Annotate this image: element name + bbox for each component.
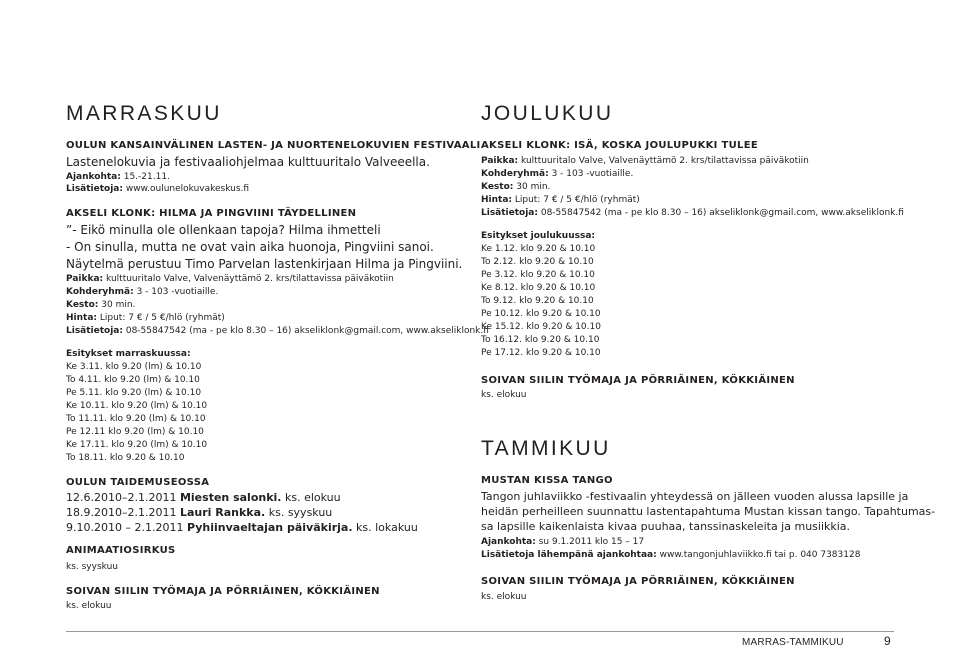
isa-duration-label: Kesto: [481,182,514,192]
museum-item-ref: ks. syyskuu [268,506,333,519]
show-list-item: To 18.11. klo 9.20 & 10.10 [66,453,185,463]
page-number: 9 [884,634,891,648]
mustan-date [481,537,644,547]
soivan-ref-2: ks. elokuu [481,592,527,602]
museum-item [66,506,332,519]
isa-price-value: Liput: 7 € / 5 €/hlö (ryhmät) [514,195,640,205]
animaatio-ref: ks. syyskuu [66,562,118,572]
hilma-price-value: Liput: 7 € / 5 €/hlö (ryhmät) [99,313,225,323]
isa-place-value: kulttuuritalo Valve, Valvenäyttämö 2. krs/tilattavissa päiväkotiin [521,156,809,166]
show-list-item: Ke 17.11. klo 9.20 (lm) & 10.10 [66,440,208,450]
soivan-heading: SOIVAN SIILIN TYÖMAJA JA PÖRRIÄINEN, KÖKKIÄINEN [481,375,795,386]
festival-info [66,184,249,194]
show-list-item: Ke 10.11. klo 9.20 (lm) & 10.10 [66,401,208,411]
museum-item-title: Miesten salonki. [179,491,282,504]
museum-item [66,521,418,534]
museum-item-ref: ks. lokakuu [356,521,418,534]
show-list-item: Pe 17.12. klo 9.20 & 10.10 [481,348,601,358]
footer-divider [66,631,894,632]
festival-desc: Lastenelokuvia ja festivaaliohjelmaa kulttuuritalo Valveeella. [66,155,430,169]
mustan-heading: MUSTAN KISSA TANGO [481,475,613,486]
mustan-info-value: www.tangonjuhlaviikko.fi tai p. 040 7383128 [659,550,861,560]
festival-date-label: Ajankohta: [66,172,121,182]
hilma-duration-value: 30 min. [101,300,136,310]
festival-date [66,172,170,182]
isa-heading: AKSELI KLONK: ISÄ, KOSKA JOULUPUKKI TULEE [481,140,758,151]
hilma-info-value: 08-55847542 (ma - pe klo 8.30 – 16) akseliklonk@gmail.com, www.akseliklonk.fi [125,326,489,336]
mustan-body-1: Tangon juhlaviikko -festivaalin yhteydessä on jälleen vuoden alussa lapsille ja [481,490,909,503]
hilma-info-label: Lisätietoja: [66,326,123,336]
museum-item-ref: ks. elokuu [284,491,341,504]
soivan-ref: ks. elokuu [66,601,112,611]
animaatio-heading: ANIMAATIOSIRKUS [66,545,176,556]
mustan-date-label: Ajankohta: [481,537,536,547]
show-list-item: Pe 5.11. klo 9.20 (lm) & 10.10 [66,388,202,398]
show-list-item: To 4.11. klo 9.20 (lm) & 10.10 [66,375,200,385]
hilma-price-label: Hinta: [66,313,97,323]
hilma-place [66,274,394,284]
mustan-body-3: sa lapsille kaikenlaista kivaa puuhaa, tanssinaskeleita ja musiikkia. [481,520,851,533]
hilma-info [66,326,489,336]
hilma-place-label: Paikka: [66,274,104,284]
isa-group [481,169,633,179]
hilma-price [66,313,225,323]
hilma-duration-label: Kesto: [66,300,99,310]
month-title-joulukuu: JOULUKUU [481,102,614,125]
show-list-item: Ke 1.12. klo 9.20 & 10.10 [481,244,596,254]
show-list-item: Pe 3.12. klo 9.20 & 10.10 [481,270,595,280]
month-title-marraskuu: MARRASKUU [66,102,222,125]
festival-date-value: 15.-21.11. [123,172,170,182]
hilma-group-value: 3 - 103 -vuotiaille. [136,287,219,297]
isa-place-label: Paikka: [481,156,519,166]
show-list-item: Ke 8.12. klo 9.20 & 10.10 [481,283,596,293]
isa-duration-value: 30 min. [516,182,551,192]
isa-group-value: 3 - 103 -vuotiaille. [551,169,634,179]
hilma-shows-heading: Esitykset marraskuussa: [66,349,191,359]
isa-shows-heading: Esitykset joulukuussa: [481,231,595,241]
museum-item-date: 18.9.2010–2.1.2011 [66,506,177,519]
hilma-quote-1: ”- Eikö minulla ole ollenkaan tapoja? Hilma ihmetteli [66,223,381,237]
isa-info-value: 08-55847542 (ma - pe klo 8.30 – 16) akseliklonk@gmail.com, www.akseliklonk.fi [540,208,904,218]
museum-heading: OULUN TAIDEMUSEOSSA [66,477,210,488]
isa-info-label: Lisätietoja: [481,208,538,218]
isa-price [481,195,640,205]
hilma-desc: Näytelmä perustuu Timo Parvelan lastenkirjaan Hilma ja Pingviini. [66,257,463,271]
hilma-group [66,287,218,297]
show-list-item: Ke 3.11. klo 9.20 (lm) & 10.10 [66,362,202,372]
festival-heading: OULUN KANSAINVÄLINEN LASTEN- JA NUORTENELOKUVIEN FESTIVAALI [66,140,481,151]
hilma-quote-2: - On sinulla, mutta ne ovat vain aika huonoja, Pingviini sanoi. [66,240,434,254]
mustan-body-2: heidän perheilleen suunnattu lastentapahtuma Mustan kissan tango. Tapahtumas- [481,505,936,518]
hilma-duration [66,300,135,310]
festival-info-link[interactable]: www.oulunelokuvakeskus.fi [125,184,250,194]
museum-item-date: 12.6.2010–2.1.2011 [66,491,177,504]
soivan-ref: ks. elokuu [481,390,527,400]
museum-item-title: Pyhiinvaeltajan päiväkirja. [186,521,353,534]
show-list-item: To 9.12. klo 9.20 & 10.10 [481,296,594,306]
show-list-item: To 16.12. klo 9.20 & 10.10 [481,335,600,345]
isa-duration [481,182,550,192]
mustan-info-label: Lisätietoja lähempänä ajankohtaa: [481,550,657,560]
show-list-item: To 11.11. klo 9.20 (lm) & 10.10 [66,414,206,424]
hilma-group-label: Kohderyhmä: [66,287,134,297]
isa-place [481,156,809,166]
footer-section-label: MARRAS-TAMMIKUU [742,637,844,648]
month-title-tammikuu: TAMMIKUU [481,437,611,460]
isa-group-label: Kohderyhmä: [481,169,549,179]
museum-item-date: 9.10.2010 – 2.1.2011 [66,521,184,534]
hilma-place-value: kulttuuritalo Valve, Valvenäyttämö 2. krs/tilattavissa päiväkotiin [106,274,394,284]
museum-item [66,491,341,504]
mustan-date-value: su 9.1.2011 klo 15 – 17 [538,537,645,547]
show-list-item: Pe 12.11 klo 9.20 (lm) & 10.10 [66,427,204,437]
soivan-heading-2: SOIVAN SIILIN TYÖMAJA JA PÖRRIÄINEN, KÖKKIÄINEN [481,576,795,587]
show-list-item: To 2.12. klo 9.20 & 10.10 [481,257,594,267]
soivan-heading: SOIVAN SIILIN TYÖMAJA JA PÖRRIÄINEN, KÖKKIÄINEN [66,586,380,597]
isa-info [481,208,904,218]
show-list-item: Ke 15.12. klo 9.20 & 10.10 [481,322,601,332]
museum-item-title: Lauri Rankka. [179,506,266,519]
show-list-item: Pe 10.12. klo 9.20 & 10.10 [481,309,601,319]
mustan-info [481,550,860,560]
hilma-heading: AKSELI KLONK: HILMA JA PINGVIINI TÄYDELLINEN [66,208,357,219]
isa-price-label: Hinta: [481,195,512,205]
festival-info-label: Lisätietoja: [66,184,123,194]
